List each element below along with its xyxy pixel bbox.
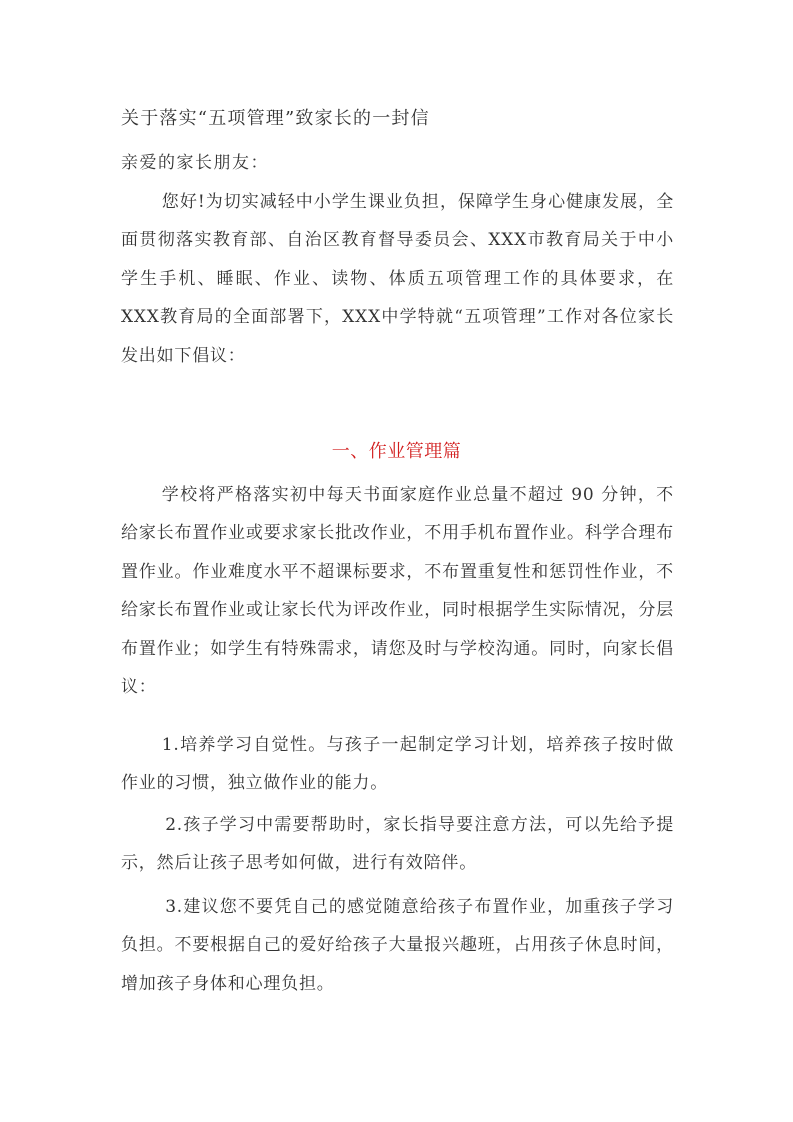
section-heading: 一、作业管理篇 bbox=[331, 441, 462, 462]
school-paragraph: 学校将严格落实初中每天书面家庭作业总量不超过 90 分钟，不给家长布置作业或要求家长批改作业，不用手机布置作业。科学合理布置作业。作业难度水平不超课标要求，不布置重复性和惩罚性作业，不给家长布置作业或让家长代为评改作业，同时根据学生实际情况，分层布置作业；如学生有特殊需求，请您及时与学校沟通。同时，向家长倡议： bbox=[121, 485, 674, 698]
proposal-item-3: 3.建议您不要凭自己的感觉随意给孩子布置作业，加重孩子学习负担。不要根据自己的爱好给孩子大量报兴趣班，占用孩子休息时间，增加孩子身体和心理负担。 bbox=[121, 897, 674, 994]
intro-paragraph: 您好!为切实减轻中小学生课业负担，保障学生身心健康发展，全面贯彻落实教育部、自治区教育督导委员会、XXX市教育局关于中小学生手机、睡眠、作业、读物、体质五项管理工作的具体要求，在XXX教育局的全面部署下，XXX中学特就“五项管理”工作对各位家长发出如下倡议： bbox=[121, 192, 674, 366]
salutation: 亲爱的家长朋友： bbox=[121, 153, 269, 173]
proposal-item-2: 2.孩子学习中需要帮助时，家长指导要注意方法，可以先给予提示，然后让孩子思考如何做，进行有效陪伴。 bbox=[121, 815, 674, 874]
proposal-item-1: 1.培养学习自觉性。与孩子一起制定学习计划，培养孩子按时做作业的习惯，独立做作业的能力。 bbox=[121, 735, 674, 794]
letter-title: 关于落实“五项管理”致家长的一封信 bbox=[121, 108, 430, 129]
